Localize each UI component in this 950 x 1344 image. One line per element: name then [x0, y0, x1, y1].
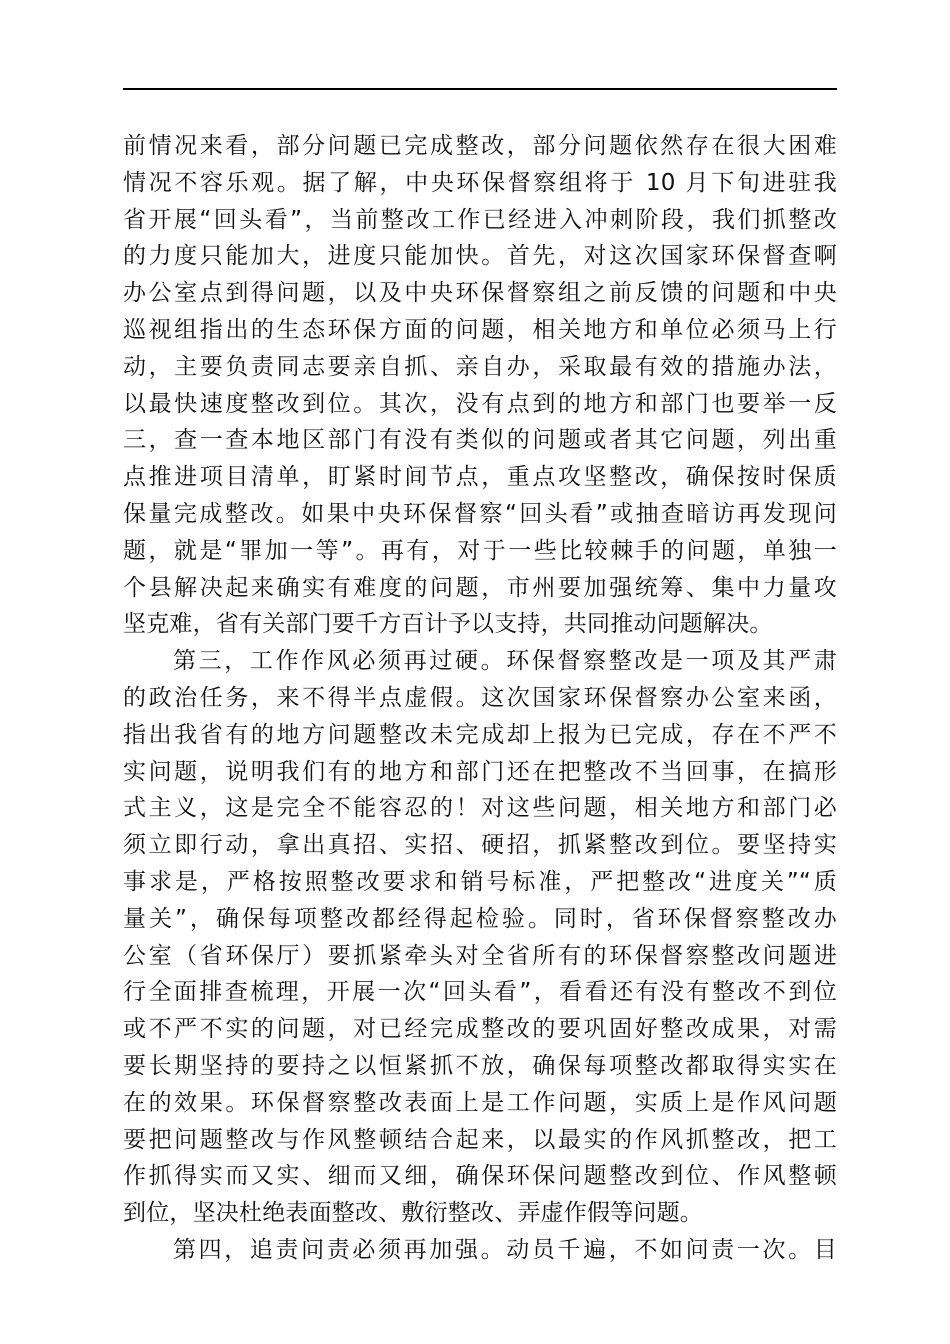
text-line: 实问题，说明我们有的地方和部门还在把整改不当回事，在搞形 [123, 758, 837, 785]
text-line: 前情况来看，部分问题已完成整改，部分问题依然存在很大困难 [123, 133, 837, 159]
text-line: 要把问题整改与作风整顿结合起来，以最实的作风抓整改，把工 [123, 1126, 837, 1153]
text-line: 行全面排查梳理，开展一次“回头看”，看看还有没有整改不到位 [123, 979, 837, 1006]
text-line: 公室（省环保厅）要抓紧牵头对全省所有的环保督察整改问题进 [123, 942, 837, 969]
text-line: 指出我省有的地方问题整改未完成却上报为已完成，存在不严不 [123, 721, 837, 748]
text-line: 个县解决起来确实有难度的问题，市州要加强统筹、集中力量攻 [123, 574, 837, 601]
text-line: 的政治任务，来不得半点虚假。这次国家环保督察办公室来函， [123, 684, 837, 711]
text-line: 到位，坚决杜绝表面整改、敷衍整改、弄虚作假等问题。 [123, 1200, 703, 1227]
text-line: 以最快速度整改到位。其次，没有点到的地方和部门也要举一反 [123, 390, 837, 417]
text-line: 点推进项目清单，盯紧时间节点，重点攻坚整改，确保按时保质 [123, 464, 837, 491]
paragraph-heading-line: 第四，追责问责必须再加强。动员千遍，不如问责一次。目 [173, 1236, 837, 1263]
text-line: 要长期坚持的要持之以恒紧抓不放，确保每项整改都取得实实在 [123, 1052, 837, 1079]
text-line: 的力度只能加大，进度只能加快。首先，对这次国家环保督查啊 [123, 243, 837, 270]
text-line: 办公室点到得问题，以及中央环保督察组之前反馈的问题和中央 [123, 280, 837, 307]
text-line: 坚克难，省有关部门要千方百计予以支持，共同推动问题解决。 [123, 611, 773, 638]
text-line: 式主义，这是完全不能容忍的！对这些问题，相关地方和部门必 [123, 795, 837, 822]
text-line: 事求是，严格按照整改要求和销号标准，严把整改“进度关”“质 [123, 868, 837, 895]
text-line: 省开展“回头看”，当前整改工作已经进入冲刺阶段，我们抓整改 [123, 206, 837, 233]
text-line: 巡视组指出的生态环保方面的问题，相关地方和单位必须马上行 [123, 316, 837, 343]
text-line: 动，主要负责同志要亲自抓、亲自办，采取最有效的措施办法， [123, 353, 837, 380]
paragraph-heading-line: 第三，工作作风必须再过硬。环保督察整改是一项及其严肃 [173, 648, 837, 675]
document-body [123, 128, 837, 1269]
text-line: 题，就是“罪加一等”。再有，对于一些比较棘手的问题，单独一 [123, 537, 837, 564]
text-line: 须立即行动，拿出真招、实招、硬招，抓紧整改到位。要坚持实 [123, 832, 837, 859]
text-line: 量关”，确保每项整改都经得起检验。同时，省环保督察整改办 [123, 905, 837, 932]
text-line: 或不严不实的问题，对已经完成整改的要巩固好整改成果，对需 [123, 1016, 837, 1043]
text-line: 情况不容乐观。据了解，中央环保督察组将于 10 月下旬进驻我 [123, 169, 837, 196]
text-line: 在的效果。环保督察整改表面上是工作问题，实质上是作风问题 [123, 1089, 837, 1116]
header-rule [123, 88, 837, 90]
text-line: 保量完成整改。如果中央环保督察“回头看”或抽查暗访再发现问 [123, 500, 837, 527]
text-line: 作抓得实而又实、细而又细，确保环保问题整改到位、作风整顿 [123, 1163, 837, 1190]
text-line: 三，查一查本地区部门有没有类似的问题或者其它问题，列出重 [123, 427, 837, 454]
